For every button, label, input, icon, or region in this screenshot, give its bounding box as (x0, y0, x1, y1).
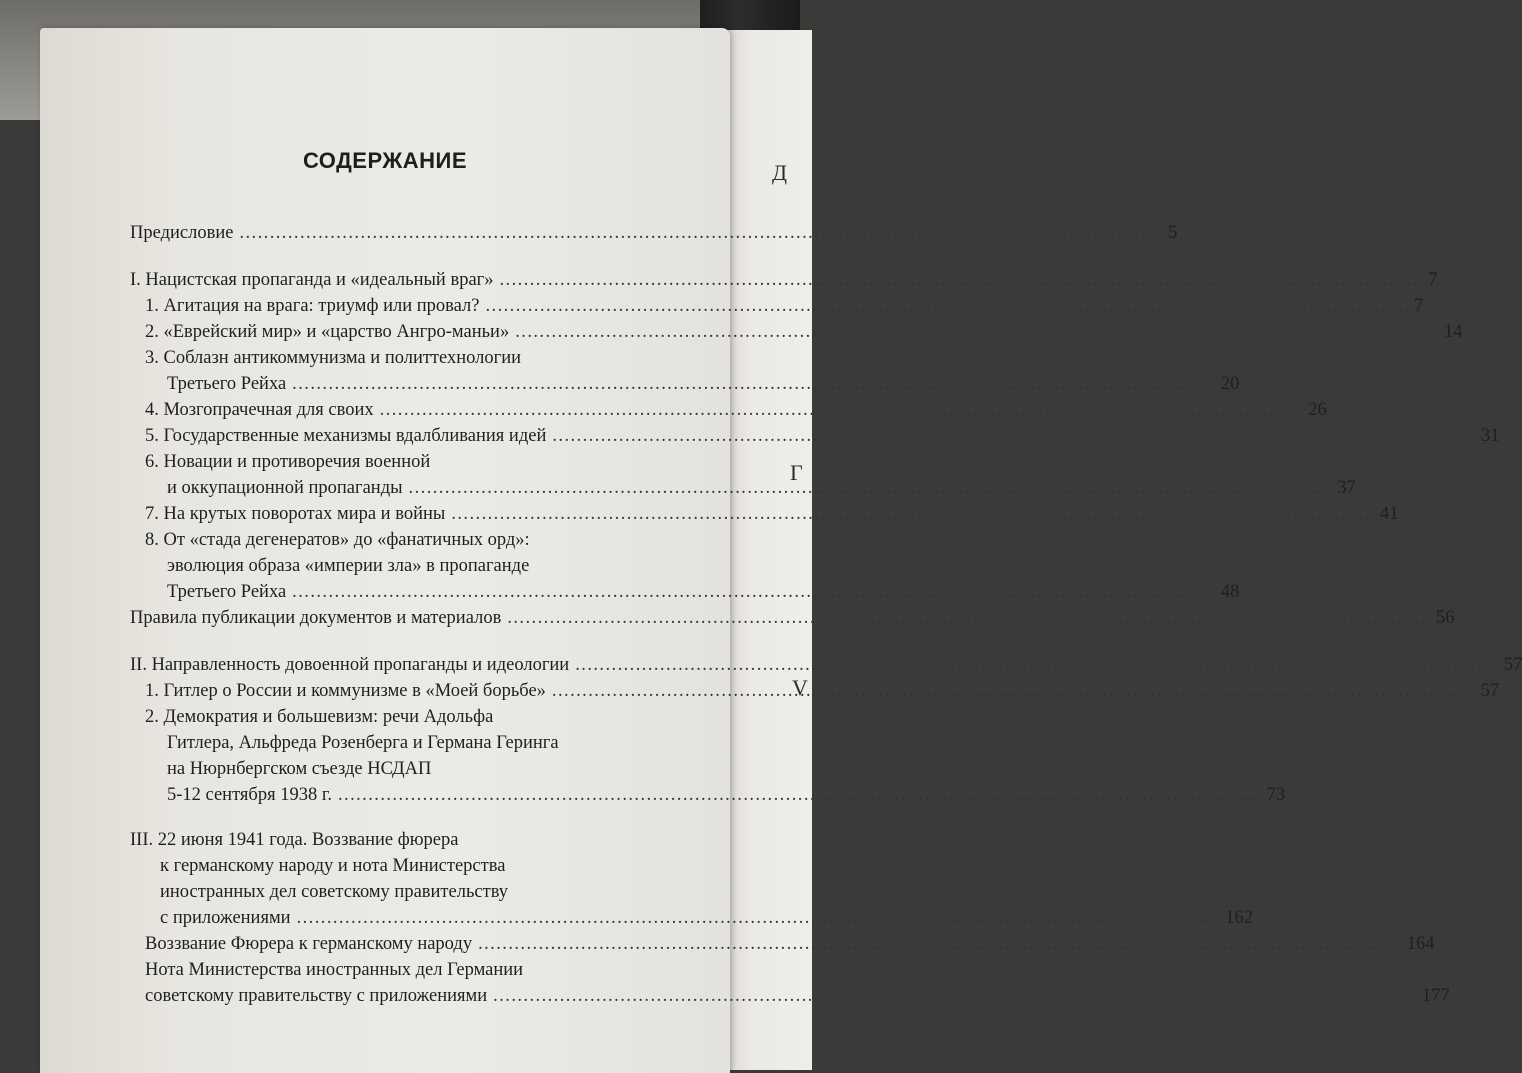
toc-entry-2-2 (145, 704, 1286, 808)
entry-title: 1. Гитлер о России и коммунизме в «Моей борьбе» (145, 681, 546, 701)
entry-title-cont: и оккупационной пропаганды (167, 478, 403, 498)
entry-title-cont: 5-12 сентября 1938 г. (167, 785, 332, 805)
entry-title: 8. От «стада дегенератов» до «фанатичных орд»: (145, 530, 530, 550)
dot-leader (493, 983, 1416, 1009)
page-number: 7 (1428, 270, 1438, 290)
toc-entry-1-1 (145, 293, 1424, 319)
dot-leader (338, 782, 1261, 808)
entry-title: 1. Агитация на врага: триумф или провал? (145, 296, 480, 316)
page-number: 20 (1220, 374, 1240, 394)
toc-entry-1-8 (145, 527, 1240, 605)
next-page-fragment: Г (790, 460, 803, 485)
entry-title-cont: Гитлера, Альфреда Розенберга и Германа Геринга (167, 733, 559, 753)
entry-title: Нота Министерства иностранных дел Германии (145, 960, 524, 980)
entry-title: III. 22 июня 1941 года. Воззвание фюрера (130, 830, 459, 850)
dot-leader (409, 475, 1332, 501)
entry-title: 6. Новации и противоречия военной (145, 452, 431, 472)
toc-entry-1-3 (145, 345, 1240, 397)
toc-entry-3-1 (145, 931, 1435, 957)
entry-title-cont: к германскому народу и нота Министерства (160, 856, 506, 876)
dot-leader (451, 501, 1374, 527)
toc-entry-part-2 (130, 652, 1522, 678)
dot-leader (485, 293, 1408, 319)
dot-leader (380, 397, 1303, 423)
entry-title: Правила публикации документов и материалов (130, 608, 502, 628)
toc-entry-3-2 (145, 957, 1450, 1009)
page-number: 164 (1406, 934, 1435, 954)
page-number: 7 (1414, 296, 1424, 316)
toc-entry-1-5 (145, 423, 1500, 449)
entry-title: Предисловие (130, 223, 234, 243)
page-number: 31 (1481, 426, 1500, 446)
toc-entry-1-4 (145, 397, 1327, 423)
toc-entry-part-1 (130, 267, 1438, 293)
dot-leader (500, 267, 1423, 293)
entry-title-cont: Третьего Рейха (167, 582, 287, 602)
entry-title-cont: с приложениями (160, 908, 291, 928)
dot-leader (478, 931, 1401, 957)
page-number: 73 (1266, 785, 1286, 805)
entry-title-cont: Третьего Рейха (167, 374, 287, 394)
dot-leader (575, 652, 1498, 678)
dot-leader (515, 319, 1438, 345)
entry-title: 2. «Еврейский мир» и «царство Ангро-маньи» (145, 322, 510, 342)
entry-title-cont: на Нюрнбергском съезде НСДАП (167, 759, 432, 779)
toc-entry-part-3 (130, 827, 1253, 931)
page-number: 41 (1379, 504, 1399, 524)
entry-title: 3. Соблазн антикоммунизма и политтехнологии (145, 348, 522, 368)
page-number: 37 (1337, 478, 1356, 498)
entry-title-cont: советскому правительству с приложениями (145, 986, 488, 1006)
page-number: 14 (1443, 322, 1463, 342)
page-number: 48 (1220, 582, 1240, 602)
toc-entry-1-2 (145, 319, 1463, 345)
toc-entry-1-6 (145, 449, 1356, 501)
entry-title: 7. На крутых поворотах мира и войны (145, 504, 446, 524)
dot-leader (507, 605, 1430, 631)
dot-leader (297, 905, 1220, 931)
dot-leader (292, 579, 1215, 605)
entry-title: I. Нацистская пропаганда и «идеальный враг» (130, 270, 494, 290)
page-number: 162 (1225, 908, 1253, 928)
next-page-fragment: V (792, 675, 808, 700)
toc-entry-1-7 (145, 501, 1399, 527)
entry-title: 5. Государственные механизмы вдалбливания идей (145, 426, 547, 446)
next-page-fragment: Д (772, 160, 788, 185)
page-number: 57 (1503, 655, 1522, 675)
entry-title: Воззвание Фюрера к германскому народу (145, 934, 473, 954)
page-number: 57 (1480, 681, 1500, 701)
page-number: 177 (1421, 986, 1450, 1006)
toc-entry-2-1 (145, 678, 1500, 704)
entry-title: 2. Демократия и большевизм: речи Адольфа (145, 707, 494, 727)
dot-leader (239, 220, 1162, 246)
page-number: 5 (1168, 223, 1178, 243)
dot-leader (552, 423, 1475, 449)
page-title: СОДЕРЖАНИЕ (302, 148, 468, 173)
entry-title-cont: эволюция образа «империи зла» в пропаганде (167, 556, 530, 576)
dot-leader (292, 371, 1215, 397)
toc-entry-preface (130, 220, 1178, 246)
entry-title: II. Направленность довоенной пропаганды и идеологии (130, 655, 570, 675)
dot-leader (552, 678, 1475, 704)
entry-title-cont: иностранных дел советскому правительству (160, 882, 509, 902)
toc-entry-rules (130, 605, 1455, 631)
page-number: 56 (1435, 608, 1455, 628)
entry-title: 4. Мозгопрачечная для своих (145, 400, 374, 420)
page-number: 26 (1308, 400, 1327, 420)
